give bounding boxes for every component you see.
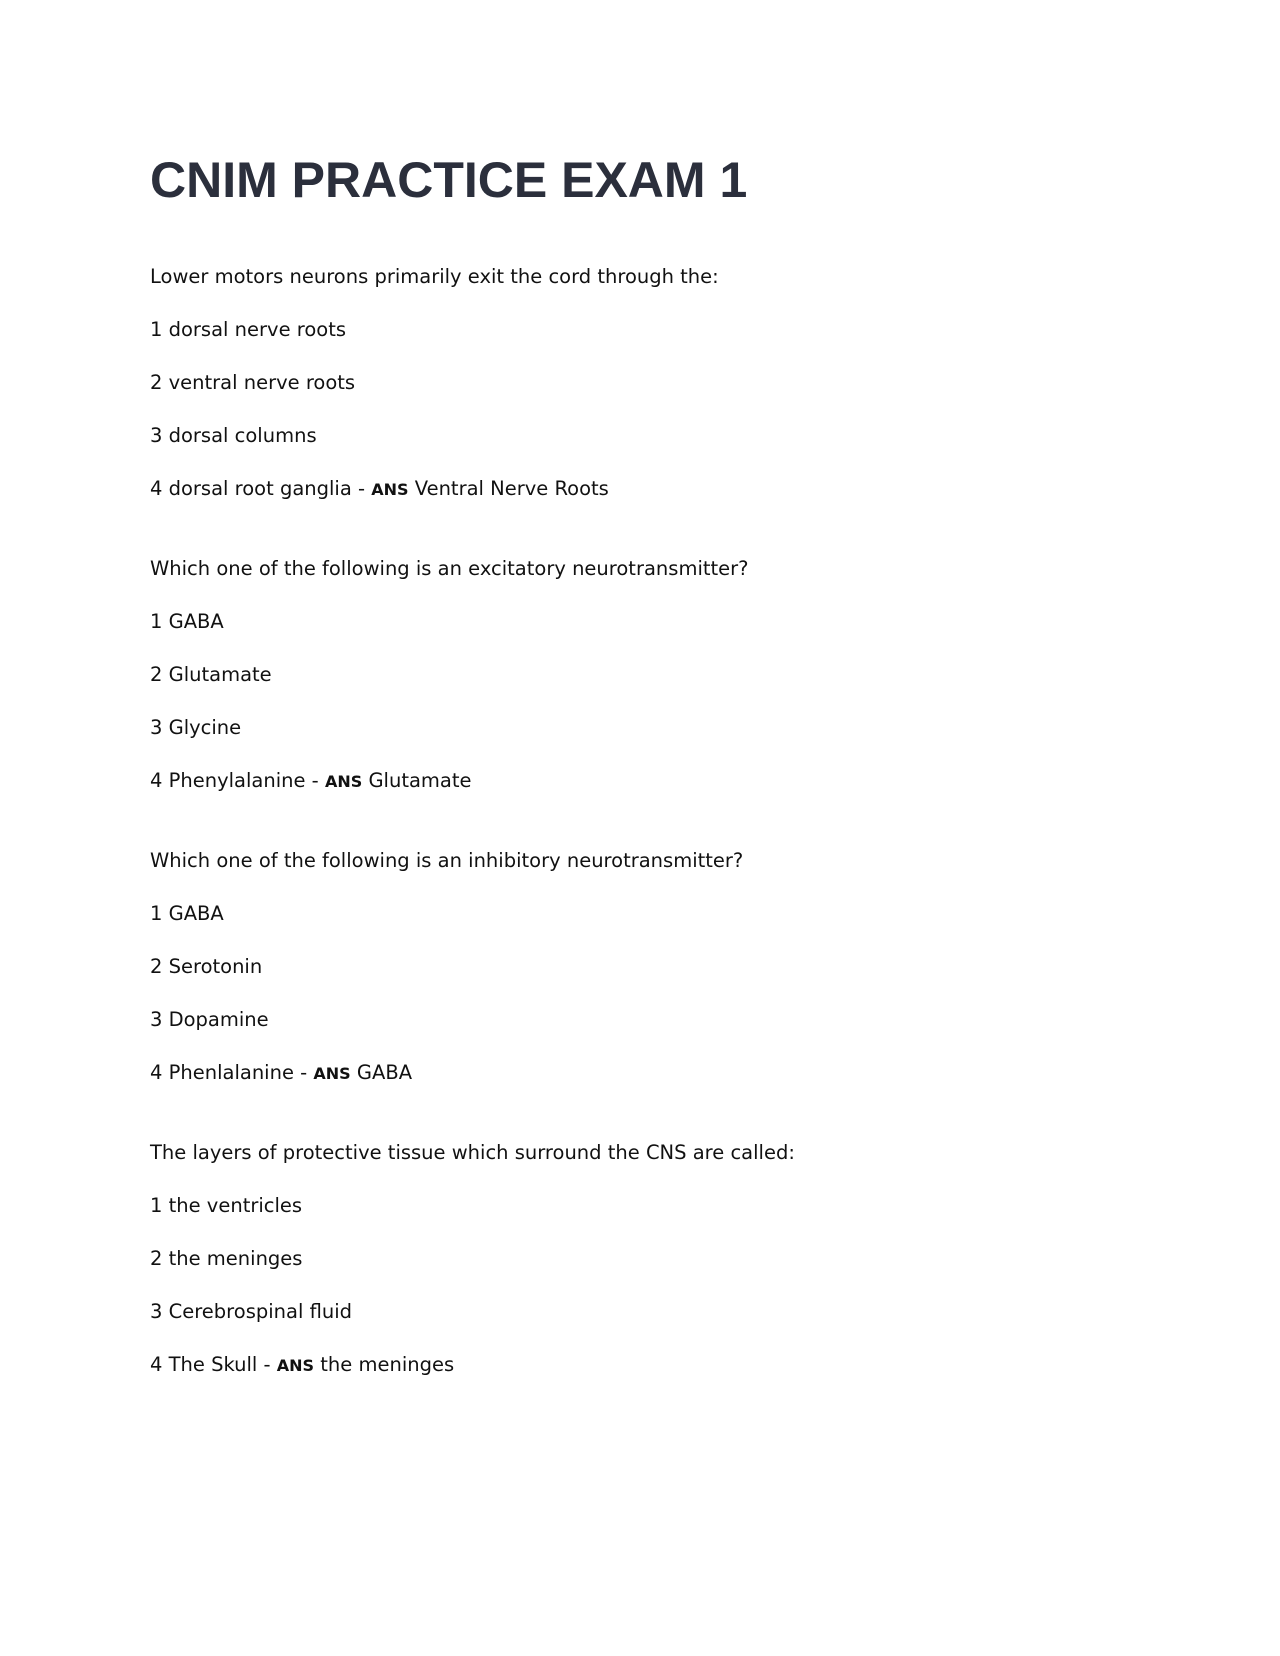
answer-option: 3 dorsal columns <box>150 424 317 447</box>
question-list <box>150 263 1150 1431</box>
answer-option: 4 Phenlalanine - <box>150 1061 308 1084</box>
answer-option-with-answer <box>150 767 1150 794</box>
question-prompt: The layers of protective tissue which surround the CNS are called: <box>150 1141 795 1164</box>
answer-option: 2 the meninges <box>150 1247 303 1270</box>
question-4 <box>150 1139 1150 1378</box>
answer-option: 1 GABA <box>150 902 224 925</box>
correct-answer: the meninges <box>320 1353 455 1376</box>
answer-option-with-answer <box>150 475 1150 502</box>
answer-option: 4 dorsal root ganglia - <box>150 477 366 500</box>
answer-option: 1 GABA <box>150 610 224 633</box>
answer-option: 4 The Skull - <box>150 1353 271 1376</box>
answer-option: 1 dorsal nerve roots <box>150 318 347 341</box>
question-prompt: Lower motors neurons primarily exit the cord through the: <box>150 265 719 288</box>
question-prompt: Which one of the following is an inhibitory neurotransmitter? <box>150 849 744 872</box>
question-3 <box>150 847 1150 1086</box>
page-title: CNIM PRACTICE EXAM 1 <box>150 152 748 208</box>
ans-label: ANS <box>313 1064 351 1083</box>
answer-option: 1 the ventricles <box>150 1194 303 1217</box>
answer-option-with-answer <box>150 1351 1150 1378</box>
answer-option: 3 Cerebrospinal fluid <box>150 1300 353 1323</box>
correct-answer: Ventral Nerve Roots <box>414 477 609 500</box>
answer-option: 3 Dopamine <box>150 1008 269 1031</box>
answer-option: 4 Phenylalanine - <box>150 769 319 792</box>
correct-answer: Glutamate <box>368 769 472 792</box>
ans-label: ANS <box>276 1356 315 1375</box>
answer-option: 2 Glutamate <box>150 663 272 686</box>
question-2 <box>150 555 1150 794</box>
ans-label: ANS <box>324 772 363 791</box>
question-1 <box>150 263 1150 502</box>
ans-label: ANS <box>371 480 409 499</box>
answer-option: 2 ventral nerve roots <box>150 371 356 394</box>
answer-option: 3 Glycine <box>150 716 242 739</box>
question-prompt: Which one of the following is an excitatory neurotransmitter? <box>150 557 749 580</box>
correct-answer: GABA <box>356 1061 413 1084</box>
answer-option: 2 Serotonin <box>150 955 263 978</box>
answer-option-with-answer <box>150 1059 1150 1086</box>
